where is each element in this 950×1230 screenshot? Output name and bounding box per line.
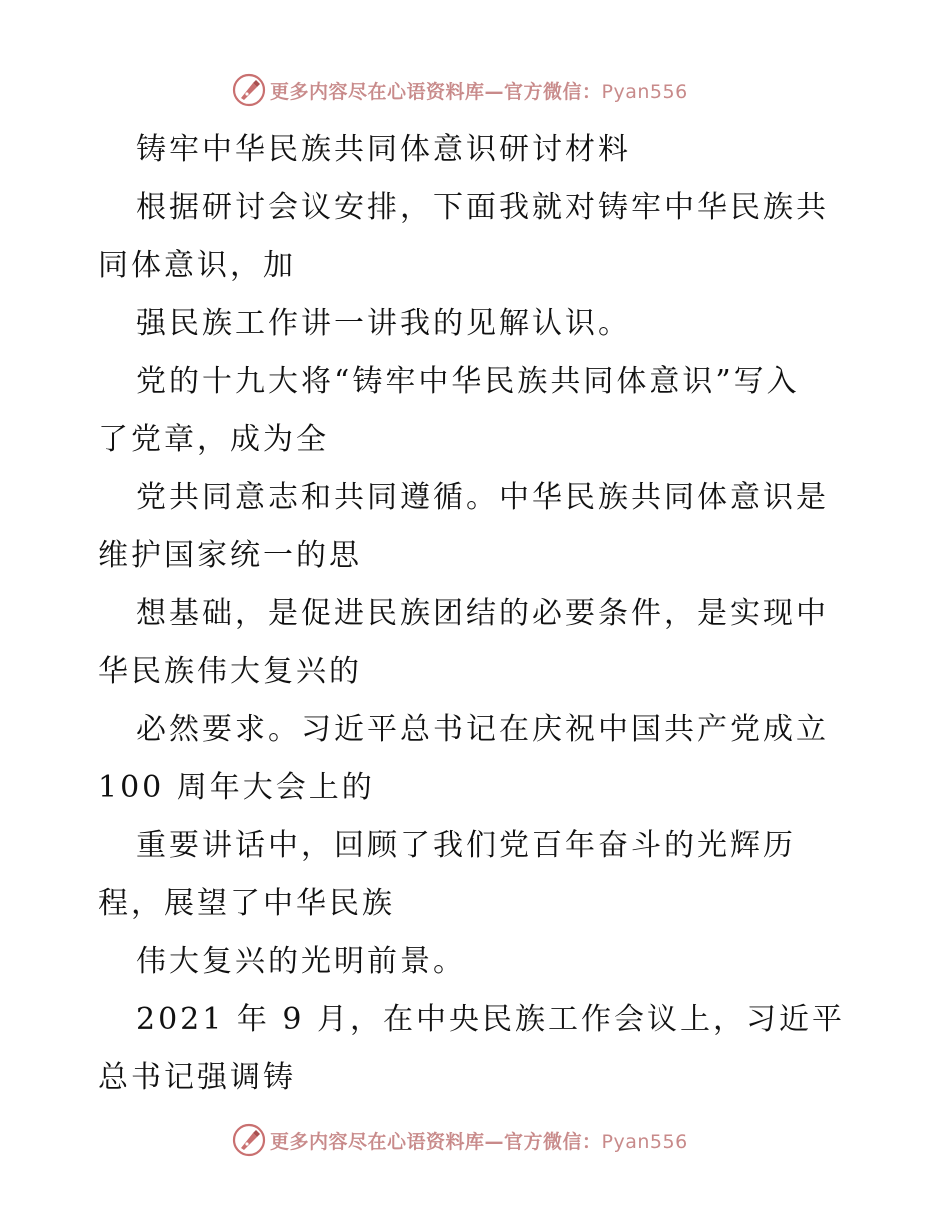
header-watermark-banner (232, 70, 688, 110)
text-line: 党的十九大将“铸牢中华民族共同体意识”写入 (136, 364, 800, 399)
text-line: 想基础，是促进民族团结的必要条件，是实现中 (136, 596, 829, 631)
watermark-text: 更多内容尽在心语资料库—官方微信：Pyan556 (270, 80, 688, 103)
text-line: 总书记强调铸 (98, 1060, 296, 1095)
pen-nib-logo-icon (232, 73, 266, 107)
text-line: 维护国家统一的思 (98, 538, 362, 573)
text-line: 华民族伟大复兴的 (98, 654, 362, 689)
text-line: 程，展望了中华民族 (98, 886, 395, 921)
wechat-id: Pyan556 (601, 1130, 688, 1153)
text-line: 伟大复兴的光明前景。 (136, 944, 466, 979)
footer-watermark-banner (232, 1120, 688, 1160)
text-line: 2021 年 9 月，在中央民族工作会议上，习近平 (136, 1002, 846, 1037)
text-line: 同体意识，加 (98, 248, 296, 283)
text-line: 了党章，成为全 (98, 422, 329, 457)
document-body (98, 121, 858, 1107)
text-line: 必然要求。习近平总书记在庆祝中国共产党成立 (136, 712, 829, 747)
text-line: 强民族工作讲一讲我的见解认识。 (136, 306, 631, 341)
text-line: 党共同意志和共同遵循。中华民族共同体意识是 (136, 480, 829, 515)
wechat-id: Pyan556 (601, 80, 688, 103)
text-line: 铸牢中华民族共同体意识研讨材料 (136, 132, 631, 167)
pen-nib-logo-icon (232, 1123, 266, 1157)
text-line: 100 周年大会上的 (98, 770, 375, 805)
text-line: 根据研讨会议安排，下面我就对铸牢中华民族共 (136, 190, 829, 225)
watermark-text: 更多内容尽在心语资料库—官方微信：Pyan556 (270, 1130, 688, 1153)
text-line: 重要讲话中，回顾了我们党百年奋斗的光辉历 (136, 828, 796, 863)
